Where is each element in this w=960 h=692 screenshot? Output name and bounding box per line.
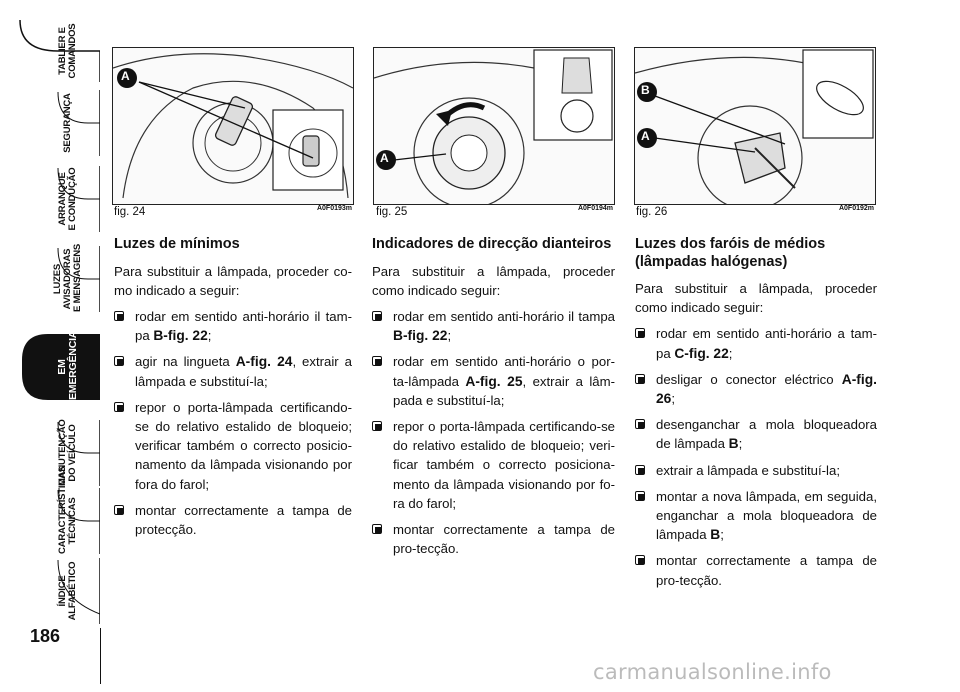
- section-luzes-de-minimos: [114, 236, 352, 546]
- step-text: repor o porta-lâmpada certificando-se do relativo estalido de bloqueio; verificar também o correcto posicio-namento da lâmpada visionando por fora do farol;: [135, 399, 352, 492]
- step-text-end: ;: [447, 328, 452, 344]
- tab-label: MANUTENÇÃO DO VEÍCULO: [57, 419, 78, 486]
- figure-ref: A-fig. 26: [656, 371, 877, 407]
- step-text: desligar o conector eléctrico: [656, 371, 842, 387]
- step-text: rodar em sentido anti-horário il tam-pa: [135, 308, 352, 344]
- tab-label: EM EMERGÊNCIA: [56, 330, 79, 400]
- tab-label: LUZES AVISADORAS E MENSAGENS: [52, 243, 83, 312]
- figure-26-illustration: [634, 47, 876, 205]
- callout-a: A: [641, 129, 650, 143]
- figure-26-code: A0F0192m: [838, 205, 874, 212]
- figure-ref: A-fig. 24: [235, 354, 293, 370]
- step-list: [635, 324, 877, 589]
- page-number: 186: [30, 626, 61, 646]
- tab-label: TABLIER E COMANDOS: [57, 23, 78, 79]
- list-item: [635, 487, 877, 545]
- figure-24-label: fig. 24: [114, 206, 146, 218]
- list-item: [372, 520, 615, 558]
- checkbox-bullet-icon: [372, 421, 382, 431]
- list-item: [635, 370, 877, 408]
- tab-luzes-avisadoras[interactable]: [18, 243, 100, 312]
- watermark-text[interactable]: carmanualsonline.info: [593, 660, 832, 684]
- step-text-end: , extrair a lâm-pada e substituí-la;: [393, 373, 615, 408]
- checkbox-bullet-icon: [635, 419, 645, 429]
- tab-label: ARRANQUE E CONDUÇÃO: [57, 167, 78, 231]
- list-item: [372, 352, 615, 410]
- section-indicadores-direccao: [372, 236, 615, 565]
- tab-label: SEGURANÇA: [62, 93, 73, 153]
- step-text: montar correctamente a tampa de pro-tecção.: [656, 553, 877, 588]
- section-intro: Para substituir a lâmpada, proceder como indicado seguir:: [372, 263, 615, 298]
- figure-ref: B: [728, 436, 739, 452]
- tab-shape: [18, 90, 100, 156]
- checkbox-bullet-icon: [114, 505, 124, 515]
- section-title: Luzes de mínimos: [114, 236, 240, 252]
- list-item: [635, 324, 877, 362]
- step-text: rodar em sentido anti-horário il tampa: [393, 308, 615, 324]
- figure-ref: B-fig. 22: [153, 328, 208, 344]
- step-text: extrair a lâmpada e substituí-la;: [656, 462, 840, 478]
- step-text: montar correctamente a tampa de protecção.: [135, 502, 352, 537]
- figure-24-illustration: [112, 47, 354, 205]
- step-text-end: ;: [738, 436, 743, 452]
- step-text-end: ;: [728, 345, 733, 361]
- figure-24-code: A0F0193m: [316, 205, 352, 212]
- tab-caracteristicas-tecnicas[interactable]: [18, 466, 100, 554]
- step-list: [114, 307, 352, 539]
- tab-label: CARACTERÍSTICAS TÉCNICAS: [57, 466, 78, 554]
- page-number-divider: [100, 628, 101, 684]
- headlamp-rear-drawing: [113, 48, 353, 204]
- callout-a: A: [121, 69, 130, 83]
- list-item: [114, 307, 352, 345]
- figure-ref: B: [710, 527, 721, 543]
- step-text-end: , extrair a lâmpada e substituí-la;: [135, 354, 352, 389]
- section-intro: Para substituir a lâmpada, proceder co-mo indicado a seguir:: [114, 263, 352, 298]
- checkbox-bullet-icon: [372, 356, 382, 366]
- list-item: [114, 352, 352, 390]
- checkbox-bullet-icon: [635, 491, 645, 501]
- tab-tablier-e-comandos[interactable]: [18, 18, 100, 84]
- list-item: [372, 307, 615, 345]
- step-text-end: ;: [671, 391, 676, 407]
- callout-b: B: [641, 83, 650, 97]
- checkbox-bullet-icon: [114, 402, 124, 412]
- step-text: repor o porta-lâmpada certificando-se do relativo estalido de bloqueio; veri-ficar também o correcto posiciona-mento da lâmpada visionando por fo-ra do farol;: [393, 418, 615, 511]
- figure-25-code: A0F0194m: [577, 205, 613, 212]
- list-item: [635, 415, 877, 453]
- section-intro: Para substituir a lâmpada, proceder como indicado seguir:: [635, 281, 877, 316]
- checkbox-bullet-icon: [635, 555, 645, 565]
- checkbox-bullet-icon: [114, 311, 124, 321]
- list-item: [635, 461, 877, 480]
- tab-em-emergencia[interactable]: [18, 330, 100, 400]
- figure-25-label: fig. 25: [376, 206, 408, 218]
- checkbox-bullet-icon: [372, 524, 382, 534]
- checkbox-bullet-icon: [372, 311, 382, 321]
- section-title: Indicadores de direcção dianteiros: [372, 236, 612, 252]
- figure-25-illustration: [373, 47, 615, 205]
- figure-26-label: fig. 26: [636, 206, 668, 218]
- checkbox-bullet-icon: [635, 328, 645, 338]
- step-text: rodar em sentido anti-horário a tam-pa: [656, 326, 877, 361]
- tab-seguranca[interactable]: [18, 90, 100, 156]
- list-item: [114, 398, 352, 494]
- figure-ref: A-fig. 25: [465, 373, 523, 389]
- step-list: [372, 307, 615, 558]
- step-text: montar a nova lâmpada, em seguida, enganchar a mola bloqueadora de lâmpada: [656, 488, 877, 543]
- low-beam-drawing: [635, 48, 875, 204]
- checkbox-bullet-icon: [114, 356, 124, 366]
- checkbox-bullet-icon: [635, 374, 645, 384]
- step-text-end: ;: [207, 328, 212, 344]
- step-text: desenganchar a mola bloqueadora de lâmpada: [656, 417, 877, 452]
- section-nav: [18, 18, 100, 624]
- step-text: rodar em sentido anti-horário o por-ta-lâmpada: [393, 354, 615, 389]
- section-title: Luzes dos faróis de médios (lâmpadas halógenas): [635, 236, 826, 270]
- section-farois-medios: [635, 236, 877, 597]
- callout-a: A: [380, 151, 389, 165]
- list-item: [114, 501, 352, 539]
- figure-ref: B-fig. 22: [393, 328, 448, 344]
- indicator-drawing: [374, 48, 614, 204]
- list-item: [635, 551, 877, 589]
- list-item: [372, 417, 615, 513]
- step-text: montar correctamente a tampa de pro-tecção.: [393, 521, 615, 557]
- tab-indice-alfabetico[interactable]: [18, 558, 100, 624]
- checkbox-bullet-icon: [635, 465, 645, 475]
- tab-label: ÍNDICE ALFABÉTICO: [57, 561, 78, 621]
- step-text: agir na lingueta: [135, 354, 236, 370]
- step-text-end: ;: [720, 527, 724, 543]
- tab-arranque-e-conducao[interactable]: [18, 166, 100, 232]
- figure-ref: C-fig. 22: [674, 345, 729, 361]
